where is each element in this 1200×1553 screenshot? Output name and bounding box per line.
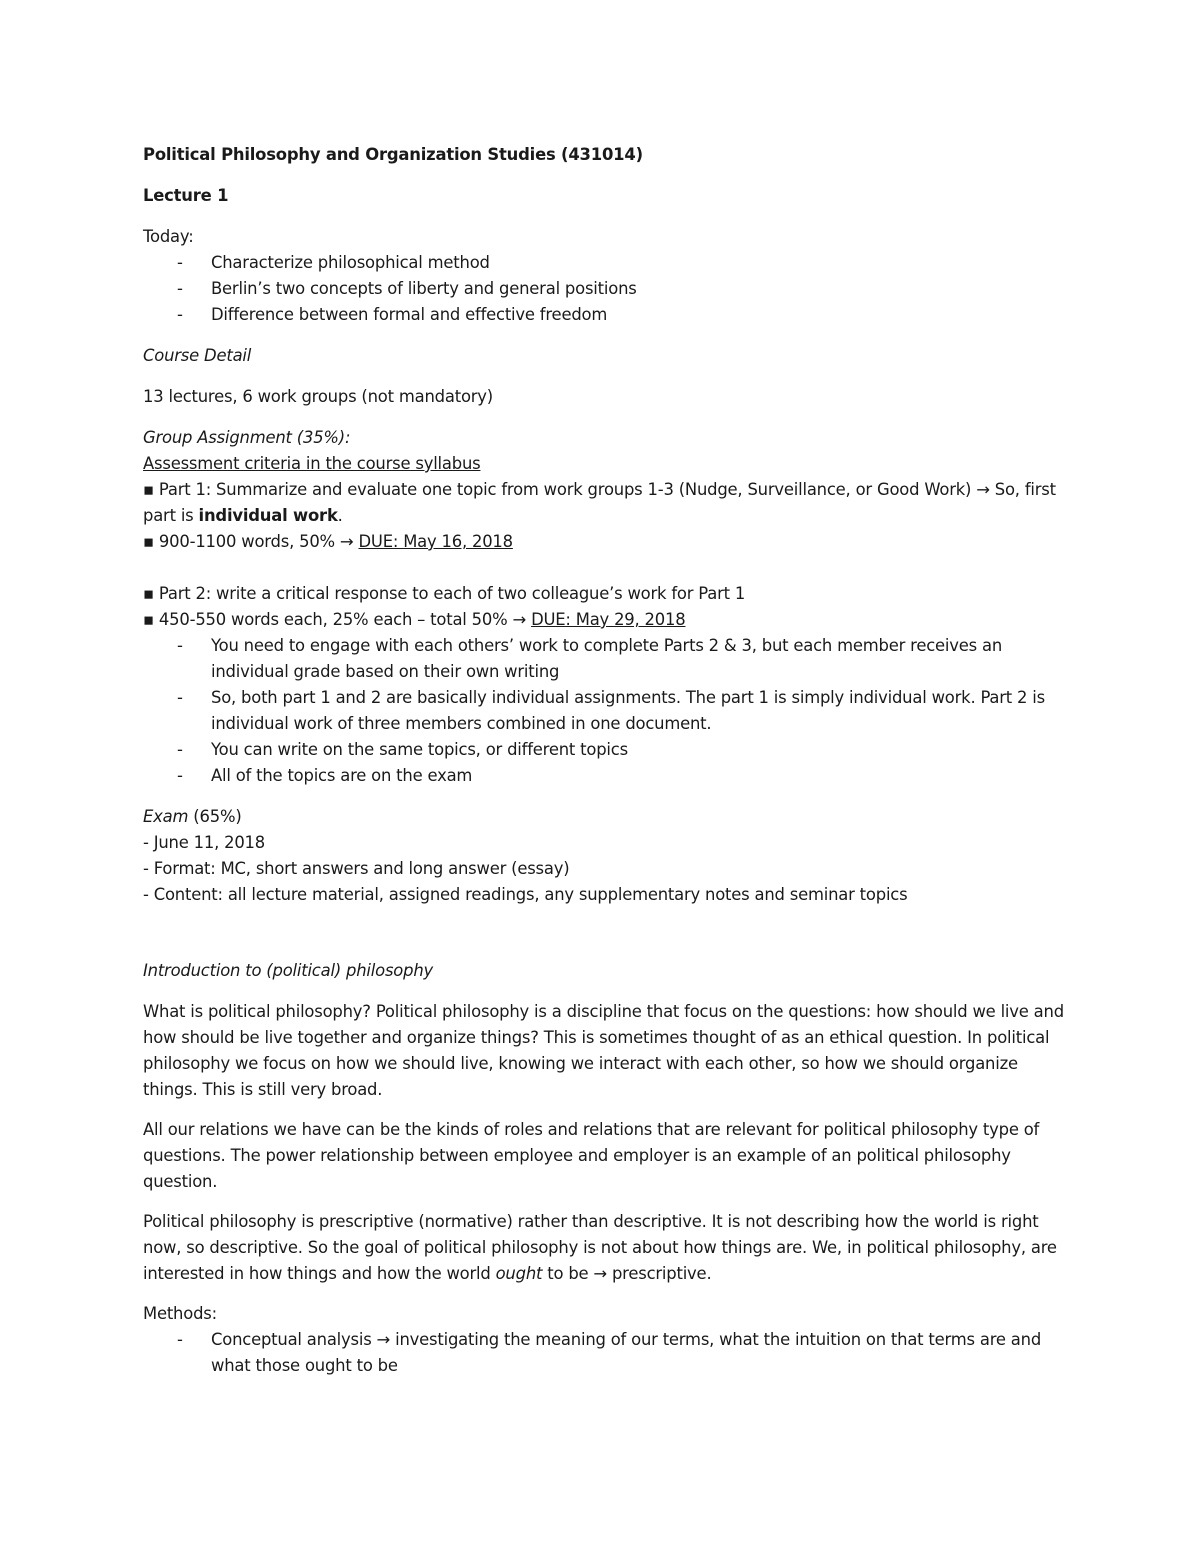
list-item bbox=[143, 737, 1073, 763]
intro-p3-text: Political philosophy is prescriptive (normative) rather than descriptive. It is not describing how the world is right now, so descriptive. So the goal of political philosophy is not about how things are. We, in political philosophy, are interested in how things and how the world bbox=[143, 1212, 1057, 1283]
list-item-text: Conceptual analysis → investigating the meaning of our terms, what the intuition on that terms are and what those ought to be bbox=[211, 1330, 1042, 1375]
intro-paragraph bbox=[143, 1209, 1073, 1287]
part2-due: DUE: May 29, 2018 bbox=[531, 610, 686, 629]
group-assignment-heading: Group Assignment (35%): bbox=[143, 428, 351, 447]
part1-bold: individual work bbox=[198, 506, 338, 525]
list-item bbox=[143, 276, 1073, 302]
course-detail-heading: Course Detail bbox=[143, 346, 252, 365]
dash-marker: - bbox=[177, 253, 183, 272]
list-item-text: You can write on the same topics, or different topics bbox=[211, 740, 628, 759]
intro-p3-end: to be → prescriptive. bbox=[542, 1264, 712, 1283]
methods-list bbox=[143, 1327, 1073, 1379]
part1-text: ▪ Part 1: Summarize and evaluate one topic from work groups 1-3 (Nudge, Surveillance, or Good Work) → So, first part is bbox=[143, 480, 1056, 525]
part1-words-text: ▪ 900-1100 words, 50% → bbox=[143, 532, 359, 551]
part1-description bbox=[143, 477, 1073, 529]
intro-paragraph: All our relations we have can be the kinds of roles and relations that are relevant for political philosophy type of questions. The power relationship between employee and employer is an example of an political philosophy question. bbox=[143, 1120, 1040, 1191]
part2-words-text: ▪ 450-550 words each, 25% each – total 50% → bbox=[143, 610, 532, 629]
exam-item: - June 11, 2018 bbox=[143, 833, 266, 852]
list-item bbox=[143, 633, 1073, 685]
exam-item: - Content: all lecture material, assigned readings, any supplementary notes and seminar topics bbox=[143, 885, 908, 904]
document-page bbox=[143, 130, 1073, 1379]
list-item-text: Berlin’s two concepts of liberty and general positions bbox=[211, 279, 637, 298]
list-item bbox=[143, 685, 1073, 737]
dash-marker: - bbox=[177, 766, 183, 785]
list-item-text: All of the topics are on the exam bbox=[211, 766, 473, 785]
part1-due: DUE: May 16, 2018 bbox=[358, 532, 513, 551]
dash-marker: - bbox=[177, 636, 183, 655]
dash-marker: - bbox=[177, 279, 183, 298]
today-list bbox=[143, 250, 1073, 328]
exam-item: - Format: MC, short answers and long answer (essay) bbox=[143, 859, 570, 878]
dash-marker: - bbox=[177, 305, 183, 324]
list-item bbox=[143, 250, 1073, 276]
dash-marker: - bbox=[177, 688, 183, 707]
part1-words bbox=[143, 529, 1073, 555]
dash-marker: - bbox=[177, 1330, 183, 1349]
part2-description: ▪ Part 2: write a critical response to each of two colleague’s work for Part 1 bbox=[143, 584, 746, 603]
document-title: Political Philosophy and Organization Studies (431014) bbox=[143, 145, 643, 164]
lecture-heading: Lecture 1 bbox=[143, 186, 229, 205]
exam-heading: Exam bbox=[143, 807, 189, 826]
list-item bbox=[143, 1327, 1073, 1379]
list-item-text: So, both part 1 and 2 are basically individual assignments. The part 1 is simply individual work. Part 2 is individual work of three members combined in one document. bbox=[211, 688, 1045, 733]
intro-p3-emphasis: ought bbox=[495, 1264, 543, 1283]
dash-marker: - bbox=[177, 740, 183, 759]
assessment-criteria: Assessment criteria in the course syllabus bbox=[143, 454, 481, 473]
exam-weight: (65%) bbox=[188, 807, 242, 826]
intro-paragraph: What is political philosophy? Political philosophy is a discipline that focus on the questions: how should we live and how should be live together and organize things? This is sometimes thought of as an ethical question. In political philosophy we focus on how we should live, knowing we interact with each other, so how we should organize things. This is still very broad. bbox=[143, 1002, 1064, 1099]
part1-end: . bbox=[337, 506, 343, 525]
list-item bbox=[143, 763, 1073, 789]
methods-label: Methods: bbox=[143, 1304, 217, 1323]
exam-heading-line bbox=[143, 804, 1073, 830]
list-item bbox=[143, 302, 1073, 328]
list-item-text: Difference between formal and effective freedom bbox=[211, 305, 608, 324]
course-detail-text: 13 lectures, 6 work groups (not mandatory) bbox=[143, 387, 494, 406]
today-label: Today: bbox=[143, 227, 194, 246]
list-item-text: You need to engage with each others’ work to complete Parts 2 & 3, but each member receives an individual grade based on their own writing bbox=[211, 636, 1003, 681]
part2-words bbox=[143, 607, 1073, 633]
list-item-text: Characterize philosophical method bbox=[211, 253, 490, 272]
assignment-notes-list bbox=[143, 633, 1073, 789]
intro-heading: Introduction to (political) philosophy bbox=[143, 961, 434, 980]
